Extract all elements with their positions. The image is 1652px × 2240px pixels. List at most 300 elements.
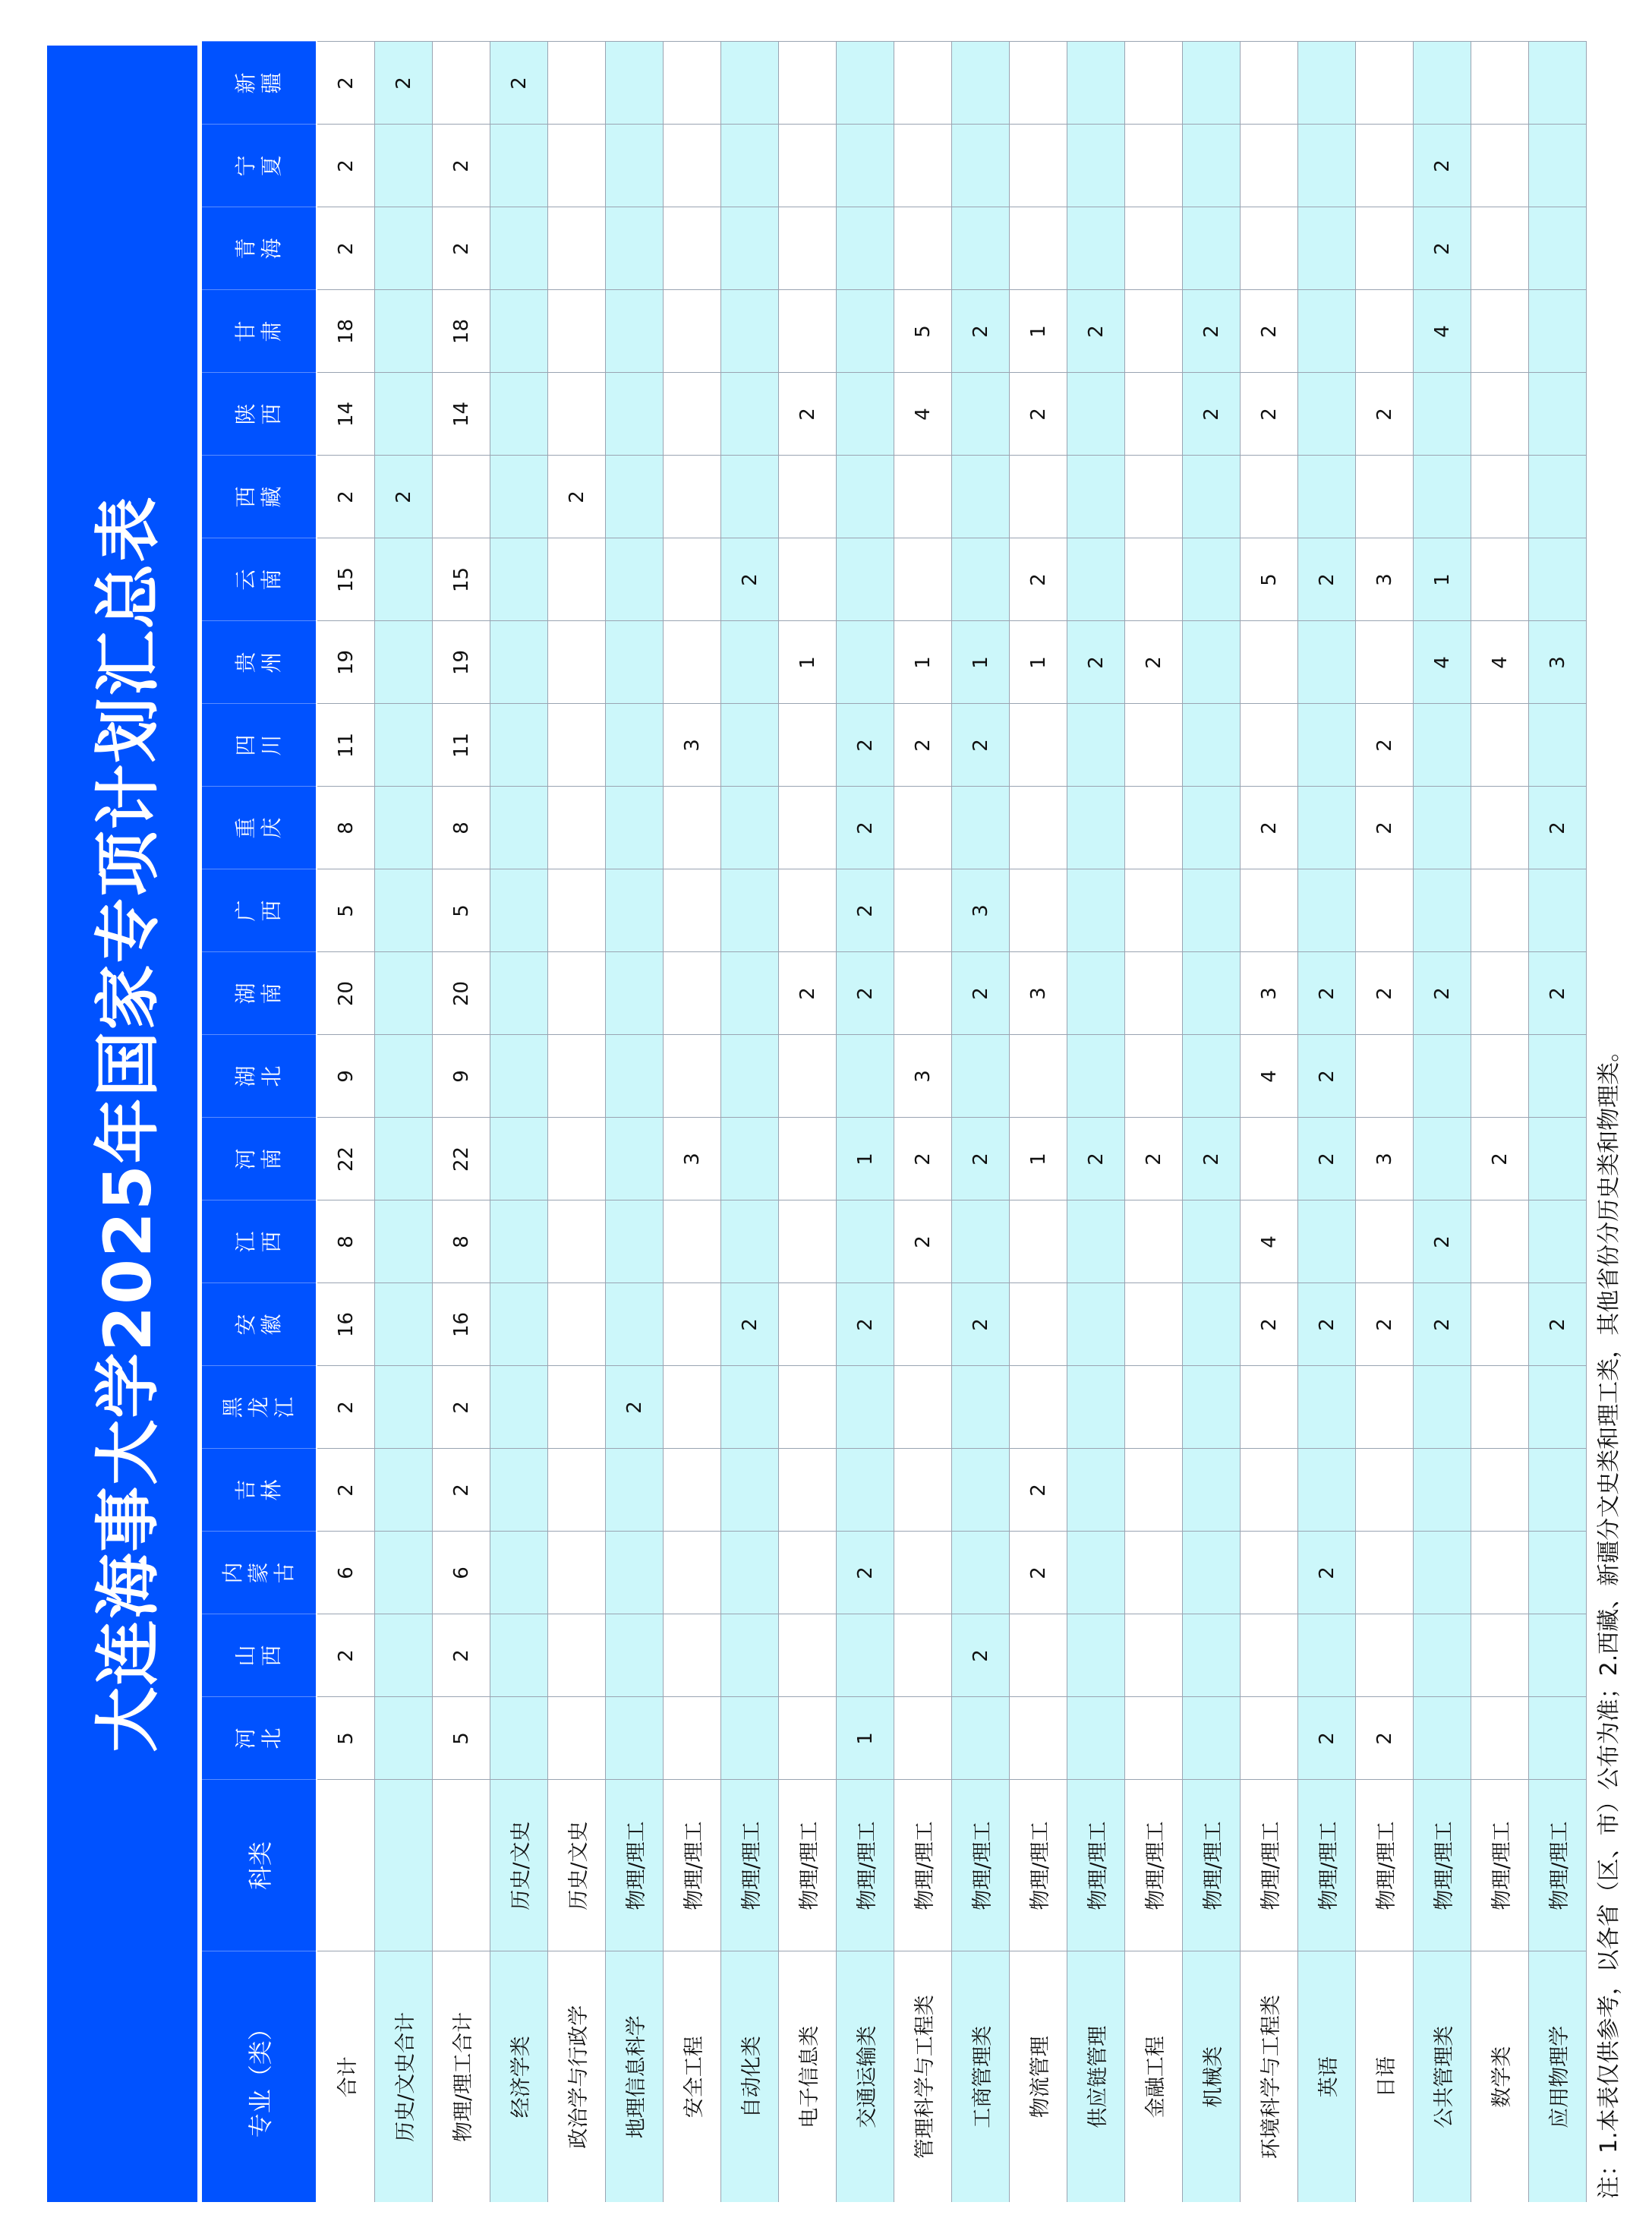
quota-cell bbox=[375, 1283, 433, 1366]
table-row bbox=[1471, 42, 1529, 2202]
quota-cell bbox=[779, 869, 837, 952]
quota-cell bbox=[606, 207, 664, 290]
quota-cell bbox=[1356, 290, 1414, 373]
quota-cell bbox=[1356, 621, 1414, 704]
category-cell: 物理/理工 bbox=[1010, 1780, 1067, 1951]
quota-cell bbox=[1125, 869, 1183, 952]
major-cell: 安全工程 bbox=[664, 1951, 721, 2202]
quota-cell bbox=[894, 1283, 952, 1366]
quota-cell bbox=[490, 869, 548, 952]
quota-cell bbox=[779, 1614, 837, 1697]
quota-cell bbox=[1414, 704, 1471, 787]
quota-cell bbox=[837, 456, 894, 538]
quota-cell bbox=[1356, 456, 1414, 538]
quota-cell: 2 bbox=[317, 1449, 375, 1532]
quota-cell: 2 bbox=[1298, 952, 1356, 1035]
quota-cell bbox=[606, 1532, 664, 1614]
quota-cell bbox=[1125, 42, 1183, 125]
quota-cell bbox=[721, 1035, 779, 1118]
quota-cell: 2 bbox=[375, 456, 433, 538]
quota-cell bbox=[664, 869, 721, 952]
quota-cell bbox=[1298, 1449, 1356, 1532]
quota-cell: 3 bbox=[1529, 621, 1587, 704]
quota-cell: 16 bbox=[433, 1283, 490, 1366]
quota-cell bbox=[721, 207, 779, 290]
table-row bbox=[1356, 42, 1414, 2202]
quota-cell bbox=[1298, 787, 1356, 869]
quota-cell bbox=[721, 290, 779, 373]
quota-cell: 22 bbox=[317, 1118, 375, 1200]
quota-cell bbox=[1471, 42, 1529, 125]
quota-cell bbox=[721, 1366, 779, 1449]
quota-cell bbox=[837, 125, 894, 207]
quota-cell bbox=[1067, 1200, 1125, 1283]
quota-cell bbox=[490, 538, 548, 621]
province-header: 宁 夏 bbox=[202, 125, 317, 207]
quota-cell: 2 bbox=[1298, 1118, 1356, 1200]
quota-cell bbox=[1010, 1697, 1067, 1780]
quota-cell bbox=[606, 869, 664, 952]
quota-cell bbox=[779, 1532, 837, 1614]
major-cell: 合计 bbox=[317, 1951, 375, 2202]
table-row bbox=[490, 42, 548, 2202]
quota-cell: 1 bbox=[779, 621, 837, 704]
quota-cell: 3 bbox=[1010, 952, 1067, 1035]
major-cell: 政治学与行政学 bbox=[548, 1951, 606, 2202]
quota-cell bbox=[837, 1449, 894, 1532]
quota-cell bbox=[1529, 1532, 1587, 1614]
quota-cell bbox=[1298, 290, 1356, 373]
quota-cell: 2 bbox=[375, 42, 433, 125]
quota-cell bbox=[606, 538, 664, 621]
quota-cell bbox=[952, 125, 1010, 207]
quota-cell bbox=[1529, 290, 1587, 373]
quota-cell: 1 bbox=[1010, 621, 1067, 704]
quota-cell bbox=[1356, 1532, 1414, 1614]
category-cell: 物理/理工 bbox=[1241, 1780, 1298, 1951]
quota-cell bbox=[664, 1283, 721, 1366]
quota-cell bbox=[1183, 704, 1241, 787]
quota-cell bbox=[779, 704, 837, 787]
quota-cell bbox=[1529, 1614, 1587, 1697]
quota-cell bbox=[1241, 1697, 1298, 1780]
table-row bbox=[1414, 42, 1471, 2202]
quota-cell bbox=[548, 1366, 606, 1449]
major-cell: 应用物理学 bbox=[1529, 1951, 1587, 2202]
quota-cell bbox=[1471, 787, 1529, 869]
quota-cell: 2 bbox=[837, 787, 894, 869]
quota-cell bbox=[1183, 1283, 1241, 1366]
province-header: 西 藏 bbox=[202, 456, 317, 538]
table-row bbox=[894, 42, 952, 2202]
quota-cell bbox=[1298, 373, 1356, 456]
table-row bbox=[1125, 42, 1183, 2202]
quota-cell: 2 bbox=[1529, 787, 1587, 869]
quota-cell bbox=[1010, 207, 1067, 290]
quota-cell bbox=[779, 787, 837, 869]
quota-cell: 2 bbox=[837, 704, 894, 787]
quota-cell bbox=[606, 125, 664, 207]
province-header: 广 西 bbox=[202, 869, 317, 952]
quota-cell bbox=[894, 1366, 952, 1449]
quota-cell: 5 bbox=[317, 869, 375, 952]
quota-cell: 2 bbox=[894, 704, 952, 787]
quota-cell bbox=[375, 125, 433, 207]
quota-cell: 2 bbox=[433, 1614, 490, 1697]
quota-cell bbox=[1067, 207, 1125, 290]
quota-cell bbox=[1125, 787, 1183, 869]
quota-cell bbox=[1414, 787, 1471, 869]
quota-cell bbox=[1010, 1614, 1067, 1697]
quota-cell bbox=[1241, 207, 1298, 290]
quota-cell: 2 bbox=[894, 1118, 952, 1200]
quota-cell bbox=[894, 538, 952, 621]
quota-cell bbox=[548, 787, 606, 869]
quota-cell bbox=[1067, 1614, 1125, 1697]
quota-cell bbox=[1183, 621, 1241, 704]
quota-cell bbox=[1125, 125, 1183, 207]
quota-cell: 14 bbox=[317, 373, 375, 456]
quota-cell bbox=[1067, 952, 1125, 1035]
quota-cell bbox=[1067, 1449, 1125, 1532]
quota-cell bbox=[1010, 1366, 1067, 1449]
quota-cell bbox=[1183, 1449, 1241, 1532]
quota-cell: 5 bbox=[317, 1697, 375, 1780]
quota-cell bbox=[721, 125, 779, 207]
quota-cell: 15 bbox=[317, 538, 375, 621]
quota-cell bbox=[606, 1697, 664, 1780]
province-header: 黑 龙 江 bbox=[202, 1366, 317, 1449]
quota-cell bbox=[1356, 1035, 1414, 1118]
table-row bbox=[664, 42, 721, 2202]
quota-cell bbox=[1125, 952, 1183, 1035]
category-cell: 物理/理工 bbox=[1067, 1780, 1125, 1951]
quota-cell: 19 bbox=[433, 621, 490, 704]
quota-cell bbox=[1298, 207, 1356, 290]
quota-cell bbox=[548, 1697, 606, 1780]
quota-cell bbox=[1067, 1035, 1125, 1118]
page-title: 大连海事大学2025年国家专项计划汇总表 bbox=[47, 46, 197, 2202]
quota-cell bbox=[1471, 125, 1529, 207]
quota-cell bbox=[548, 704, 606, 787]
quota-cell bbox=[490, 290, 548, 373]
quota-cell bbox=[1183, 1200, 1241, 1283]
quota-cell bbox=[1010, 456, 1067, 538]
quota-cell bbox=[606, 1283, 664, 1366]
quota-cell bbox=[1125, 1614, 1183, 1697]
quota-cell bbox=[1067, 704, 1125, 787]
quota-cell bbox=[490, 1118, 548, 1200]
quota-cell: 3 bbox=[1356, 538, 1414, 621]
quota-cell: 2 bbox=[1241, 1283, 1298, 1366]
province-header: 河 南 bbox=[202, 1118, 317, 1200]
category-cell: 物理/理工 bbox=[1356, 1780, 1414, 1951]
quota-cell: 2 bbox=[1356, 1283, 1414, 1366]
quota-cell bbox=[1529, 456, 1587, 538]
quota-cell bbox=[1414, 1035, 1471, 1118]
quota-cell bbox=[721, 1697, 779, 1780]
quota-cell bbox=[1414, 42, 1471, 125]
quota-cell: 3 bbox=[952, 869, 1010, 952]
quota-cell bbox=[664, 1614, 721, 1697]
quota-cell bbox=[894, 456, 952, 538]
quota-cell bbox=[664, 1449, 721, 1532]
quota-cell bbox=[664, 952, 721, 1035]
quota-cell bbox=[490, 1697, 548, 1780]
quota-cell bbox=[721, 42, 779, 125]
quota-cell: 4 bbox=[1414, 621, 1471, 704]
quota-cell bbox=[606, 787, 664, 869]
quota-cell bbox=[1356, 869, 1414, 952]
quota-cell bbox=[1125, 704, 1183, 787]
quota-cell: 2 bbox=[1471, 1118, 1529, 1200]
quota-cell bbox=[894, 787, 952, 869]
quota-cell bbox=[1241, 1532, 1298, 1614]
quota-cell bbox=[1241, 125, 1298, 207]
quota-cell bbox=[1067, 1697, 1125, 1780]
quota-cell bbox=[606, 373, 664, 456]
quota-cell: 2 bbox=[1356, 952, 1414, 1035]
quota-cell bbox=[952, 207, 1010, 290]
quota-cell bbox=[1067, 869, 1125, 952]
quota-cell bbox=[1414, 1614, 1471, 1697]
quota-cell bbox=[779, 1697, 837, 1780]
quota-cell bbox=[490, 1614, 548, 1697]
quota-cell bbox=[664, 621, 721, 704]
quota-cell: 2 bbox=[317, 1366, 375, 1449]
quota-cell bbox=[490, 125, 548, 207]
quota-cell bbox=[1471, 1532, 1529, 1614]
quota-cell bbox=[1010, 869, 1067, 952]
quota-cell bbox=[1183, 1035, 1241, 1118]
quota-cell bbox=[1356, 125, 1414, 207]
quota-cell: 2 bbox=[952, 952, 1010, 1035]
category-cell: 物理/理工 bbox=[1183, 1780, 1241, 1951]
quota-cell bbox=[1471, 869, 1529, 952]
quota-cell: 3 bbox=[894, 1035, 952, 1118]
province-header: 云 南 bbox=[202, 538, 317, 621]
quota-cell bbox=[490, 207, 548, 290]
quota-cell: 2 bbox=[317, 1614, 375, 1697]
quota-cell: 1 bbox=[837, 1118, 894, 1200]
quota-cell bbox=[375, 207, 433, 290]
province-header: 安 徽 bbox=[202, 1283, 317, 1366]
quota-cell bbox=[1298, 1200, 1356, 1283]
quota-cell bbox=[1183, 1614, 1241, 1697]
quota-cell bbox=[1471, 1283, 1529, 1366]
quota-cell bbox=[1414, 1449, 1471, 1532]
quota-cell bbox=[952, 1532, 1010, 1614]
quota-cell: 4 bbox=[1241, 1200, 1298, 1283]
quota-cell bbox=[721, 869, 779, 952]
quota-cell bbox=[837, 1614, 894, 1697]
quota-cell: 2 bbox=[952, 1118, 1010, 1200]
quota-cell bbox=[548, 1200, 606, 1283]
quota-cell: 2 bbox=[952, 1614, 1010, 1697]
quota-cell: 2 bbox=[1298, 538, 1356, 621]
quota-cell bbox=[375, 869, 433, 952]
province-header: 贵 州 bbox=[202, 621, 317, 704]
quota-cell bbox=[375, 290, 433, 373]
province-header: 陕 西 bbox=[202, 373, 317, 456]
quota-cell bbox=[548, 538, 606, 621]
quota-cell: 19 bbox=[317, 621, 375, 704]
quota-cell bbox=[1125, 456, 1183, 538]
quota-cell bbox=[952, 456, 1010, 538]
quota-cell: 2 bbox=[894, 1200, 952, 1283]
table-row bbox=[721, 42, 779, 2202]
quota-cell: 2 bbox=[1298, 1283, 1356, 1366]
quota-cell bbox=[1356, 42, 1414, 125]
category-header: 科类 bbox=[202, 1780, 317, 1951]
quota-cell bbox=[1010, 1035, 1067, 1118]
quota-cell bbox=[548, 290, 606, 373]
major-cell: 自动化类 bbox=[721, 1951, 779, 2202]
quota-cell: 5 bbox=[433, 869, 490, 952]
quota-cell bbox=[1529, 207, 1587, 290]
quota-cell: 20 bbox=[433, 952, 490, 1035]
quota-cell bbox=[1125, 1035, 1183, 1118]
quota-cell bbox=[1471, 1035, 1529, 1118]
quota-cell bbox=[1529, 1449, 1587, 1532]
quota-cell bbox=[894, 207, 952, 290]
quota-cell: 2 bbox=[1414, 1283, 1471, 1366]
quota-cell: 2 bbox=[1356, 373, 1414, 456]
category-cell: 物理/理工 bbox=[1529, 1780, 1587, 1951]
quota-cell: 2 bbox=[433, 1366, 490, 1449]
major-header: 专业（类） bbox=[202, 1951, 317, 2202]
quota-cell bbox=[375, 538, 433, 621]
quota-cell bbox=[1529, 373, 1587, 456]
quota-cell bbox=[1414, 456, 1471, 538]
quota-cell bbox=[1125, 207, 1183, 290]
quota-cell bbox=[664, 456, 721, 538]
quota-cell: 2 bbox=[1414, 125, 1471, 207]
quota-cell bbox=[1183, 456, 1241, 538]
quota-cell bbox=[894, 42, 952, 125]
quota-cell bbox=[664, 290, 721, 373]
quota-cell bbox=[894, 1697, 952, 1780]
category-cell: 历史/文史 bbox=[548, 1780, 606, 1951]
category-cell bbox=[433, 1780, 490, 1951]
quota-cell: 9 bbox=[433, 1035, 490, 1118]
quota-cell bbox=[1298, 621, 1356, 704]
quota-cell bbox=[837, 1035, 894, 1118]
plan-table-container bbox=[202, 46, 1587, 2202]
table-row bbox=[1298, 42, 1356, 2202]
quota-cell bbox=[606, 704, 664, 787]
quota-cell bbox=[606, 1118, 664, 1200]
quota-cell: 14 bbox=[433, 373, 490, 456]
quota-cell: 2 bbox=[1067, 621, 1125, 704]
quota-cell bbox=[1067, 125, 1125, 207]
quota-cell: 2 bbox=[1125, 621, 1183, 704]
quota-cell bbox=[664, 207, 721, 290]
quota-cell bbox=[606, 42, 664, 125]
quota-cell bbox=[1241, 621, 1298, 704]
quota-cell bbox=[606, 1200, 664, 1283]
quota-cell: 2 bbox=[1414, 952, 1471, 1035]
province-header: 新 疆 bbox=[202, 42, 317, 125]
quota-cell: 2 bbox=[1298, 1697, 1356, 1780]
quota-cell bbox=[952, 1366, 1010, 1449]
quota-cell bbox=[1356, 1449, 1414, 1532]
quota-cell bbox=[1241, 1614, 1298, 1697]
quota-cell bbox=[375, 1035, 433, 1118]
quota-cell: 2 bbox=[490, 42, 548, 125]
quota-cell bbox=[721, 1449, 779, 1532]
quota-cell bbox=[1529, 538, 1587, 621]
major-cell: 金融工程 bbox=[1125, 1951, 1183, 2202]
quota-cell bbox=[1241, 1366, 1298, 1449]
quota-cell bbox=[1010, 1200, 1067, 1283]
quota-cell: 2 bbox=[721, 538, 779, 621]
quota-cell bbox=[1183, 952, 1241, 1035]
quota-cell bbox=[606, 290, 664, 373]
quota-cell bbox=[1183, 787, 1241, 869]
quota-cell bbox=[1529, 869, 1587, 952]
quota-cell bbox=[1241, 869, 1298, 952]
quota-cell bbox=[375, 1532, 433, 1614]
quota-cell bbox=[1183, 1366, 1241, 1449]
quota-cell: 5 bbox=[1241, 538, 1298, 621]
quota-cell bbox=[664, 1532, 721, 1614]
quota-cell bbox=[837, 373, 894, 456]
quota-cell bbox=[606, 621, 664, 704]
table-row bbox=[1241, 42, 1298, 2202]
major-cell: 历史/文史合计 bbox=[375, 1951, 433, 2202]
quota-cell bbox=[837, 538, 894, 621]
quota-cell bbox=[1183, 1532, 1241, 1614]
quota-cell bbox=[779, 538, 837, 621]
table-row bbox=[433, 42, 490, 2202]
province-header: 山 西 bbox=[202, 1614, 317, 1697]
table-row bbox=[317, 42, 375, 2202]
quota-cell bbox=[490, 1449, 548, 1532]
quota-cell: 3 bbox=[1356, 1118, 1414, 1200]
quota-cell: 18 bbox=[317, 290, 375, 373]
quota-cell bbox=[606, 1614, 664, 1697]
quota-cell bbox=[548, 1614, 606, 1697]
quota-cell: 2 bbox=[952, 290, 1010, 373]
major-cell: 交通运输类 bbox=[837, 1951, 894, 2202]
table-row bbox=[548, 42, 606, 2202]
quota-cell bbox=[1529, 42, 1587, 125]
major-cell: 机械类 bbox=[1183, 1951, 1241, 2202]
quota-cell bbox=[1125, 373, 1183, 456]
quota-cell: 2 bbox=[1298, 1532, 1356, 1614]
quota-cell bbox=[664, 42, 721, 125]
quota-cell bbox=[1471, 290, 1529, 373]
quota-cell bbox=[1067, 1366, 1125, 1449]
quota-cell bbox=[952, 538, 1010, 621]
major-cell: 环境科学与工程类 bbox=[1241, 1951, 1298, 2202]
category-cell: 物理/理工 bbox=[1298, 1780, 1356, 1951]
quota-cell bbox=[548, 1532, 606, 1614]
category-cell: 物理/理工 bbox=[721, 1780, 779, 1951]
quota-cell: 2 bbox=[1183, 1118, 1241, 1200]
province-header: 重 庆 bbox=[202, 787, 317, 869]
quota-cell: 2 bbox=[1241, 373, 1298, 456]
quota-cell bbox=[894, 952, 952, 1035]
quota-cell bbox=[1125, 1366, 1183, 1449]
major-cell: 管理科学与工程类 bbox=[894, 1951, 952, 2202]
quota-cell bbox=[1356, 1366, 1414, 1449]
quota-cell: 9 bbox=[317, 1035, 375, 1118]
quota-cell bbox=[1067, 456, 1125, 538]
quota-cell bbox=[721, 787, 779, 869]
quota-cell bbox=[548, 869, 606, 952]
